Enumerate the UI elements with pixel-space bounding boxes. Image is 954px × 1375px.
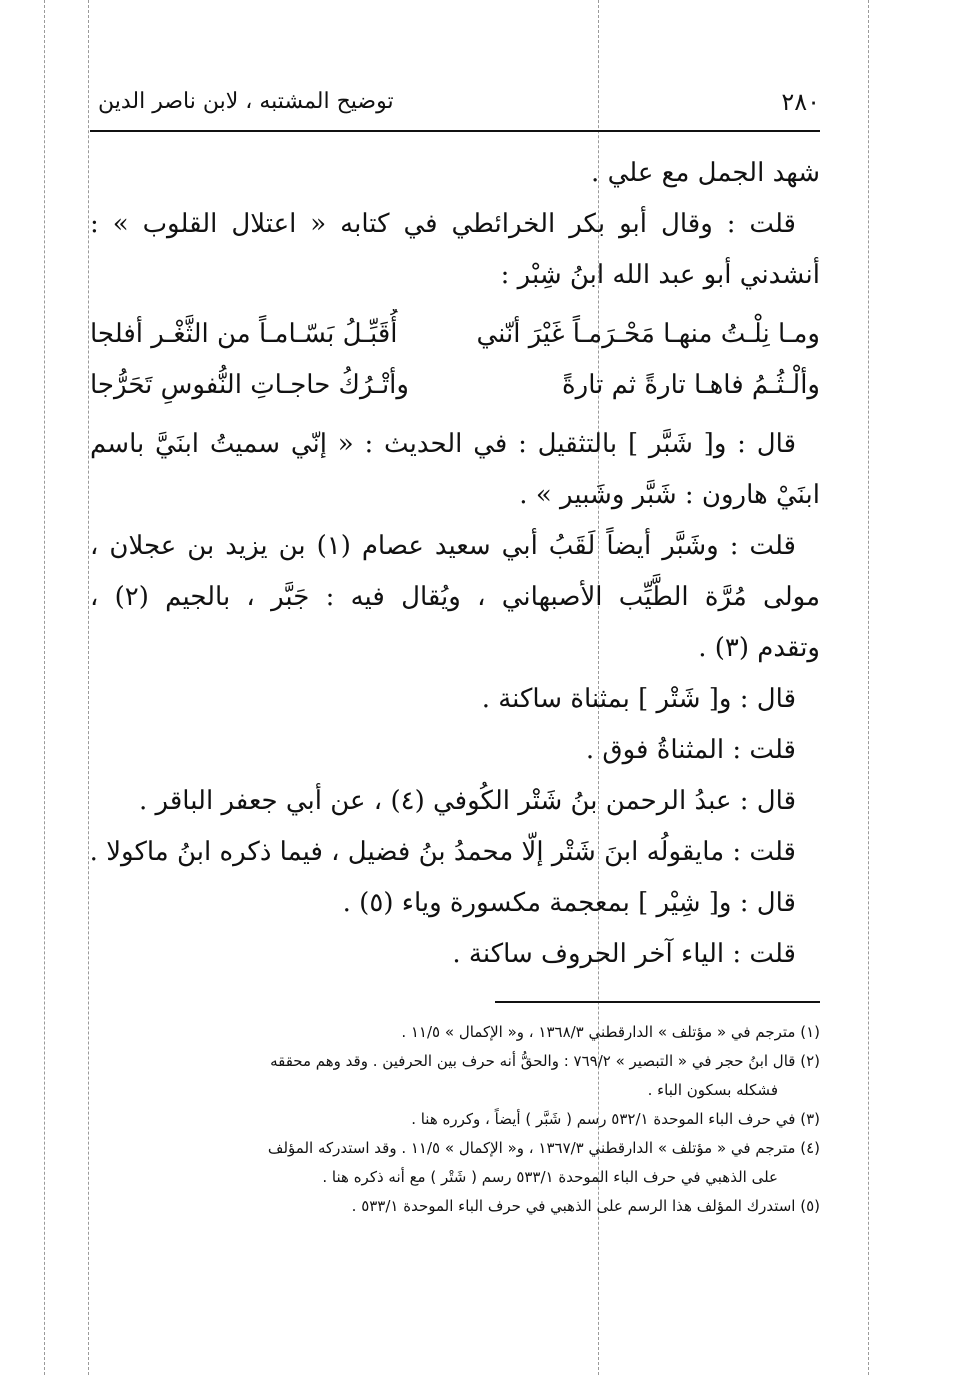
page-header xyxy=(90,82,820,128)
verse-hemistich: أُقَبِّـلُ بَسّـامـاً من الثَّغْـر أفلجا xyxy=(90,319,398,349)
scan-guide-line xyxy=(44,0,45,1375)
text-line: قلت : وشَبَّر أيضاً لَقَبُ أبي سعيد عصام (١) بن يزيد بن عجلان ، xyxy=(90,531,796,561)
footnote: (٢) قال ابنُ حجر في « التبصير » ٧٦٩/٢ : والحقُّ أنه حرف بين الحرفين . وقد وهم محققه xyxy=(270,1052,820,1070)
footnote-rule xyxy=(495,1001,820,1003)
footnote: (١) مترجم في « مؤتلف » الدارقطني ١٣٦٨/٣ ، و« الإكمال » ١١/٥ . xyxy=(401,1023,820,1041)
text-line: قلت : مايقولُه ابنَ شَتْر إلّا محمدُ بنُ فضيل ، فيما ذكره ابنُ ماكولا . xyxy=(90,837,796,867)
footnote-continuation: على الذهبي في حرف الباء الموحدة ٥٣٣/١ رسم ( شَتْر ) مع أنه ذكره هنا . xyxy=(322,1168,778,1186)
text-line: قال : عبدُ الرحمن بنُ شَتْر الكُوفي (٤) ، عن أبي جعفر الباقر . xyxy=(138,786,796,816)
running-title: توضيح المشتبه ، لابن ناصر الدين xyxy=(98,89,394,114)
text-line: وتقدم (٣) . xyxy=(698,633,820,663)
text-line: قال : و[ شَبَّر ] بالتثقيل : في الحديث : « إنّي سميتُ ابنَيَّ باسم xyxy=(90,429,796,459)
text-line: أنشدني أبو عبد الله ابنُ شِبْر : xyxy=(500,260,820,290)
footnote: (٤) مترجم في « مؤتلف » الدارقطني ١٣٦٧/٣ ، و« الإكمال » ١١/٥ . وقد استدركه المؤلف xyxy=(267,1139,820,1157)
footnote-continuation: فشكله بسكون الباء . xyxy=(647,1081,778,1099)
page-number: ٢٨٠ xyxy=(781,88,820,116)
verse-hemistich: ومـا نِلْـتُ منهـا مَحْـرَمـاً غَيْرَ أنّني xyxy=(476,319,820,349)
text-line: قال : و[ شِيْر ] بمعجمة مكسورة وياء (٥) . xyxy=(342,888,796,918)
header-rule xyxy=(90,130,820,132)
footnotes xyxy=(90,1018,820,1221)
verse-line xyxy=(90,360,820,411)
scan-guide-line xyxy=(88,0,89,1375)
text-line: قلت : الياء آخر الحروف ساكنة . xyxy=(452,939,796,969)
text-line: قلت : وقال أبو بكر الخرائطي في كتابه « اعتلال القلوب » : xyxy=(90,209,796,239)
text-line: شهد الجمل مع علي . xyxy=(591,158,820,188)
book-page xyxy=(90,0,820,1375)
footnote: (٣) في حرف الباء الموحدة ٥٣٢/١ رسم ( شَبَّر ) أيضاً ، وكرره هنا . xyxy=(411,1110,820,1128)
text-line: ابنَيْ هارون : شَبَّر وشَبير » . xyxy=(519,480,820,510)
verse-hemistich: وأتْـرُكُ حاجـاتِ النُّفوسِ تَحَرُّجا xyxy=(90,370,409,400)
verse-hemistich: وألْـثُـمُ فاهـا تارةً ثم تارةً xyxy=(562,370,820,400)
verse-line xyxy=(90,309,820,360)
text-line: قال : و[ شَتْر ] بمثناة ساكنة . xyxy=(481,684,796,714)
scan-guide-line xyxy=(868,0,869,1375)
main-text xyxy=(90,148,820,980)
text-line: مولى مُرَّة الطَّيِّب الأصبهاني ، ويُقال فيه : جَبَّر ، بالجيم (٢) ، xyxy=(90,582,820,612)
text-line: قلت : المثناةُ فوق . xyxy=(585,735,796,765)
footnote: (٥) استدرك المؤلف هذا الرسم على الذهبي في حرف الباء الموحدة ٥٣٣/١ . xyxy=(351,1197,820,1215)
